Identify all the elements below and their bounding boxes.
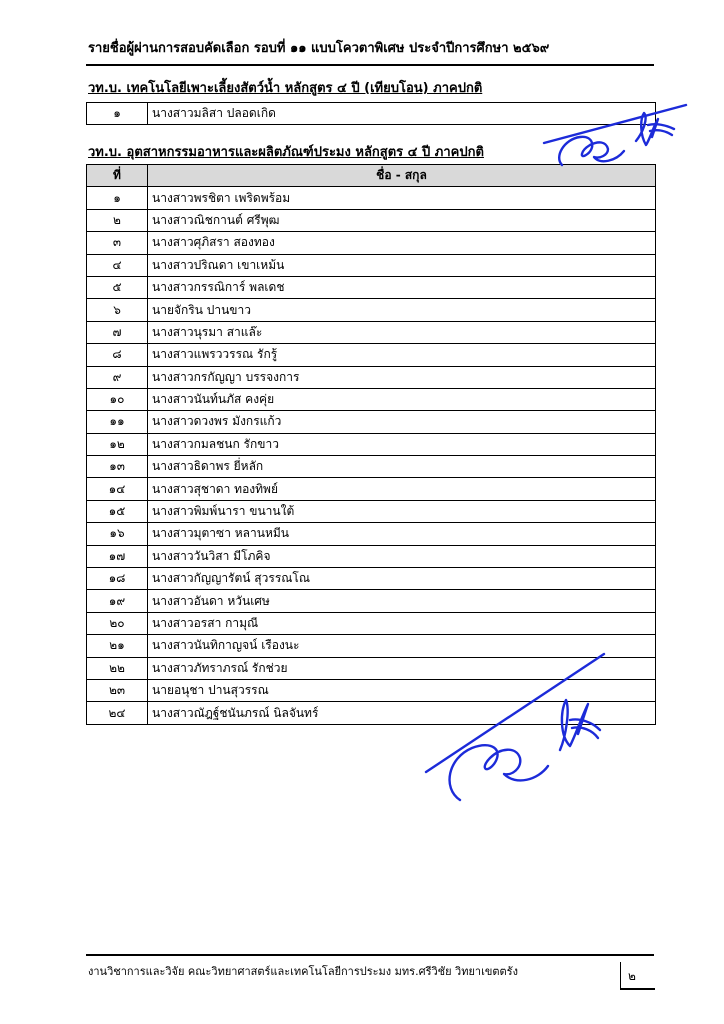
student-name: นางสาวณัฎฐ์ชนันภรณ์ นิลจันทร์ bbox=[148, 702, 656, 724]
row-number: ๑ bbox=[87, 103, 148, 125]
section1-title: วท.บ. เทคโนโลยีเพาะเลี้ยงสัตว์น้ำ หลักสูตร ๔ ปี (เทียบโอน) ภาคปกติ bbox=[88, 81, 483, 96]
row-number: ๑๖ bbox=[87, 523, 148, 545]
student-name: นายอนุชา ปานสุวรรณ bbox=[148, 679, 656, 701]
row-number: ๙ bbox=[87, 366, 148, 388]
row-number: ๑๔ bbox=[87, 478, 148, 500]
section1-table bbox=[86, 102, 656, 125]
footer-text: งานวิชาการและวิจัย คณะวิทยาศาสตร์และเทคโนโลยีการประมง มทร.ศรีวิชัย วิทยาเขตตรัง bbox=[88, 965, 518, 978]
table-row bbox=[87, 388, 656, 410]
row-number: ๓ bbox=[87, 232, 148, 254]
table-row bbox=[87, 523, 656, 545]
table-row bbox=[87, 344, 656, 366]
column-header-name: ชื่อ - สกุล bbox=[148, 165, 656, 187]
row-number: ๗ bbox=[87, 321, 148, 343]
table-row bbox=[87, 500, 656, 522]
student-name: นางสาวนุรมา สาแล๊ะ bbox=[148, 321, 656, 343]
student-name: นางสาวนันท์นภัส คงคุ่ย bbox=[148, 388, 656, 410]
student-name: นางสาวศุภิสรา สองทอง bbox=[148, 232, 656, 254]
student-name: นางสาวพรชิตา เพริดพร้อม bbox=[148, 187, 656, 209]
row-number: ๑๐ bbox=[87, 388, 148, 410]
table-row bbox=[87, 478, 656, 500]
student-name: นางสาวพิมพ์นารา ขนานใต้ bbox=[148, 500, 656, 522]
student-name: นางสาวธิดาพร ยี่หลัก bbox=[148, 456, 656, 478]
row-number: ๒ bbox=[87, 209, 148, 231]
table-row bbox=[87, 103, 656, 125]
table-row bbox=[87, 612, 656, 634]
student-name: นางสาวดวงพร มังกรแก้ว bbox=[148, 411, 656, 433]
student-name: นางสาวภัทราภรณ์ รักช่วย bbox=[148, 657, 656, 679]
table-row bbox=[87, 321, 656, 343]
table-row bbox=[87, 702, 656, 724]
student-name: นางสาวณิชกานต์ ศรีพุฒ bbox=[148, 209, 656, 231]
table-row bbox=[87, 411, 656, 433]
section2-table bbox=[86, 164, 656, 725]
table-row bbox=[87, 679, 656, 701]
row-number: ๒๒ bbox=[87, 657, 148, 679]
row-number: ๘ bbox=[87, 344, 148, 366]
student-name: นางสาวมลิสา ปลอดเกิด bbox=[148, 103, 656, 125]
student-name: นางสาวกรกัญญา บรรจงการ bbox=[148, 366, 656, 388]
column-header-no: ที่ bbox=[87, 165, 148, 187]
student-name: นางสาวอรสา กามุณี bbox=[148, 612, 656, 634]
row-number: ๑๘ bbox=[87, 568, 148, 590]
footer-divider bbox=[86, 954, 654, 956]
student-name: นางสาวแพรววรรณ รักรู้ bbox=[148, 344, 656, 366]
table-row bbox=[87, 545, 656, 567]
student-name: นางสาวกมลชนก รักขาว bbox=[148, 433, 656, 455]
table-row bbox=[87, 456, 656, 478]
page-number: ๒ bbox=[628, 969, 636, 983]
table-row bbox=[87, 433, 656, 455]
row-number: ๑๕ bbox=[87, 500, 148, 522]
table-row bbox=[87, 299, 656, 321]
table-header-row bbox=[87, 165, 656, 187]
student-name: นางสาวมุตาซา หลานหมีน bbox=[148, 523, 656, 545]
table-row bbox=[87, 254, 656, 276]
page-number-box bbox=[620, 962, 655, 990]
table-row bbox=[87, 568, 656, 590]
table-row bbox=[87, 590, 656, 612]
student-name: นางสาวกรรณิการ์ พลเดช bbox=[148, 276, 656, 298]
student-name: นางสาวนันทิกาญจน์ เรืองนะ bbox=[148, 635, 656, 657]
row-number: ๑๓ bbox=[87, 456, 148, 478]
row-number: ๑๒ bbox=[87, 433, 148, 455]
row-number: ๒๐ bbox=[87, 612, 148, 634]
table-row bbox=[87, 232, 656, 254]
row-number: ๑๙ bbox=[87, 590, 148, 612]
table-row bbox=[87, 657, 656, 679]
table-row bbox=[87, 276, 656, 298]
student-name: นางสาวปริณดา เขาเหม้น bbox=[148, 254, 656, 276]
row-number: ๑ bbox=[87, 187, 148, 209]
row-number: ๑๗ bbox=[87, 545, 148, 567]
table-row bbox=[87, 635, 656, 657]
student-name: นางสาววันวิสา มีโภคิจ bbox=[148, 545, 656, 567]
section2-title: วท.บ. อุตสาหกรรมอาหารและผลิตภัณฑ์ประมง หลักสูตร ๔ ปี ภาคปกติ bbox=[88, 145, 484, 160]
student-name: นางสาวกัญญารัตน์ สุวรรณโณ bbox=[148, 568, 656, 590]
row-number: ๕ bbox=[87, 276, 148, 298]
row-number: ๖ bbox=[87, 299, 148, 321]
row-number: ๒๑ bbox=[87, 635, 148, 657]
student-name: นางสาวอันดา หวันเศษ bbox=[148, 590, 656, 612]
student-name: นางสาวสุชาดา ทองทิพย์ bbox=[148, 478, 656, 500]
header-divider bbox=[86, 64, 654, 66]
table-row bbox=[87, 366, 656, 388]
row-number: ๑๑ bbox=[87, 411, 148, 433]
table-row bbox=[87, 209, 656, 231]
table-row bbox=[87, 187, 656, 209]
row-number: ๒๔ bbox=[87, 702, 148, 724]
row-number: ๒๓ bbox=[87, 679, 148, 701]
student-name: นายจักริน ปานขาว bbox=[148, 299, 656, 321]
document-title: รายชื่อผู้ผ่านการสอบคัดเลือก รอบที่ ๑๑ แบบโควตาพิเศษ ประจำปีการศึกษา ๒๕๖๙ bbox=[88, 41, 550, 56]
row-number: ๔ bbox=[87, 254, 148, 276]
